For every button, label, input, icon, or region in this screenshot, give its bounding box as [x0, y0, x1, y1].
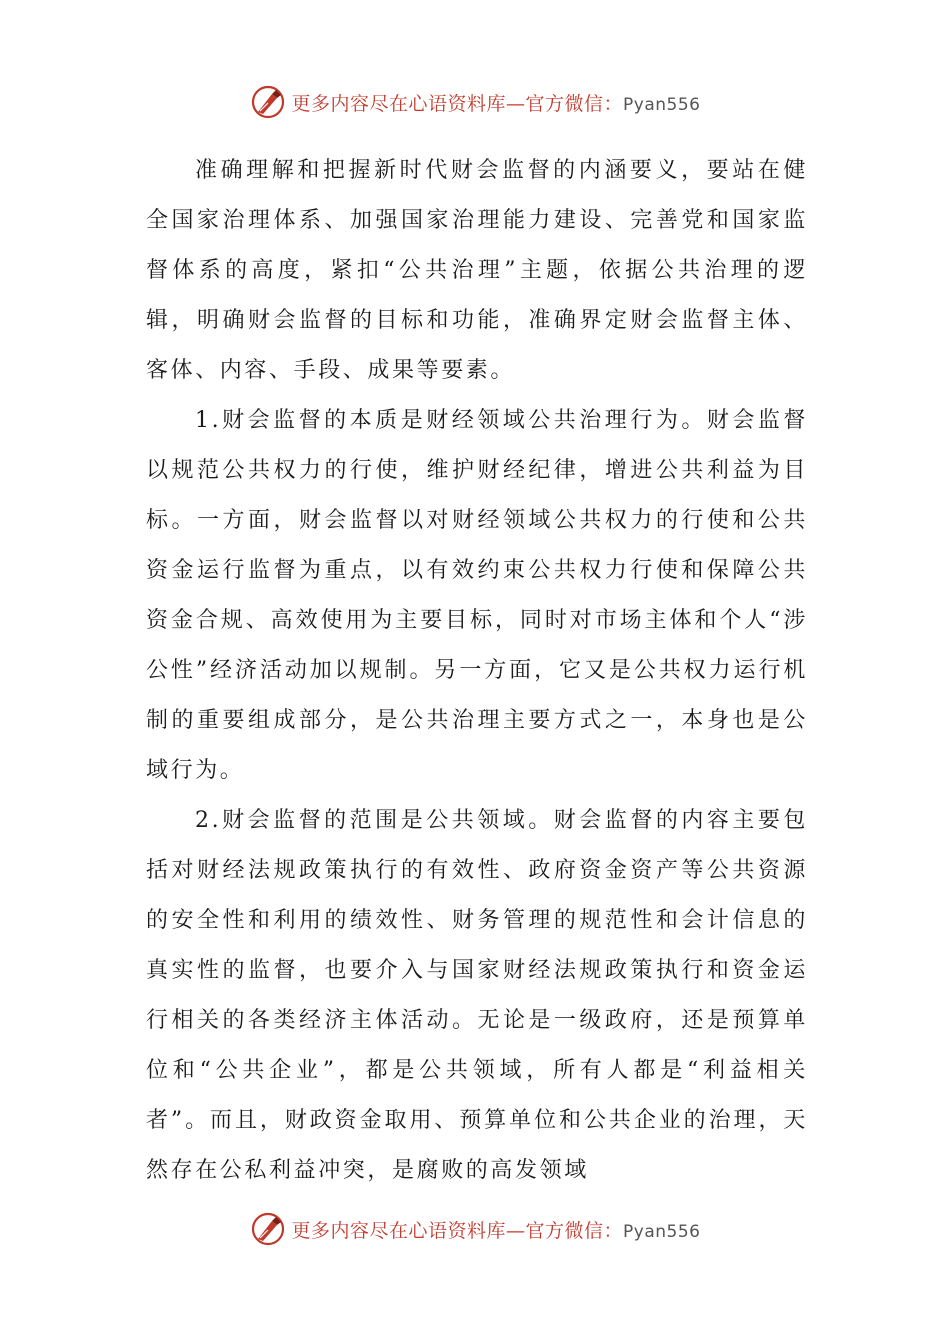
footer-banner-text	[292, 1216, 701, 1243]
footer-wechat-id: Pyan556	[623, 1221, 701, 1242]
pen-nib-logo-icon	[250, 1211, 286, 1247]
footer-banner-main: 更多内容尽在心语资料库—官方微信：	[291, 1219, 624, 1242]
header-banner	[0, 82, 950, 122]
footer-banner	[0, 1209, 950, 1249]
header-banner-text	[292, 89, 701, 116]
paragraph-point-2: 2.财会监督的范围是公共领域。财会监督的内容主要包括对财经法规政策执行的有效性、政府资金资产等公共资源的安全性和利用的绩效性、财务管理的规范性和会计信息的真实性的监督，也要介入与国家财经法规政策执行和资金运行相关的各类经济主体活动。无论是一级政府，还是预算单位和“公共企业”，都是公共领域，所有人都是“利益相关者”。而且，财政资金取用、预算单位和公共企业的治理，天然存在公私利益冲突，是腐败的高发领域	[146, 808, 808, 1183]
document-body	[146, 146, 808, 1196]
paragraph-point-1: 1.财会监督的本质是财经领域公共治理行为。财会监督以规范公共权力的行使，维护财经纪律，增进公共利益为目标。一方面，财会监督以对财经领域公共权力的行使和公共资金运行监督为重点，以有效约束公共权力行使和保障公共资金合规、高效使用为主要目标，同时对市场主体和个人“涉公性”经济活动加以规制。另一方面，它又是公共权力运行机制的重要组成部分，是公共治理主要方式之一，本身也是公域行为。	[146, 408, 808, 783]
header-banner-main: 更多内容尽在心语资料库—官方微信：	[291, 92, 624, 115]
pen-nib-logo-icon	[250, 84, 286, 120]
header-wechat-id: Pyan556	[623, 94, 701, 115]
paragraph-intro: 准确理解和把握新时代财会监督的内涵要义，要站在健全国家治理体系、加强国家治理能力建设、完善党和国家监督体系的高度，紧扣“公共治理”主题，依据公共治理的逻辑，明确财会监督的目标和功能，准确界定财会监督主体、客体、内容、手段、成果等要素。	[146, 158, 808, 383]
